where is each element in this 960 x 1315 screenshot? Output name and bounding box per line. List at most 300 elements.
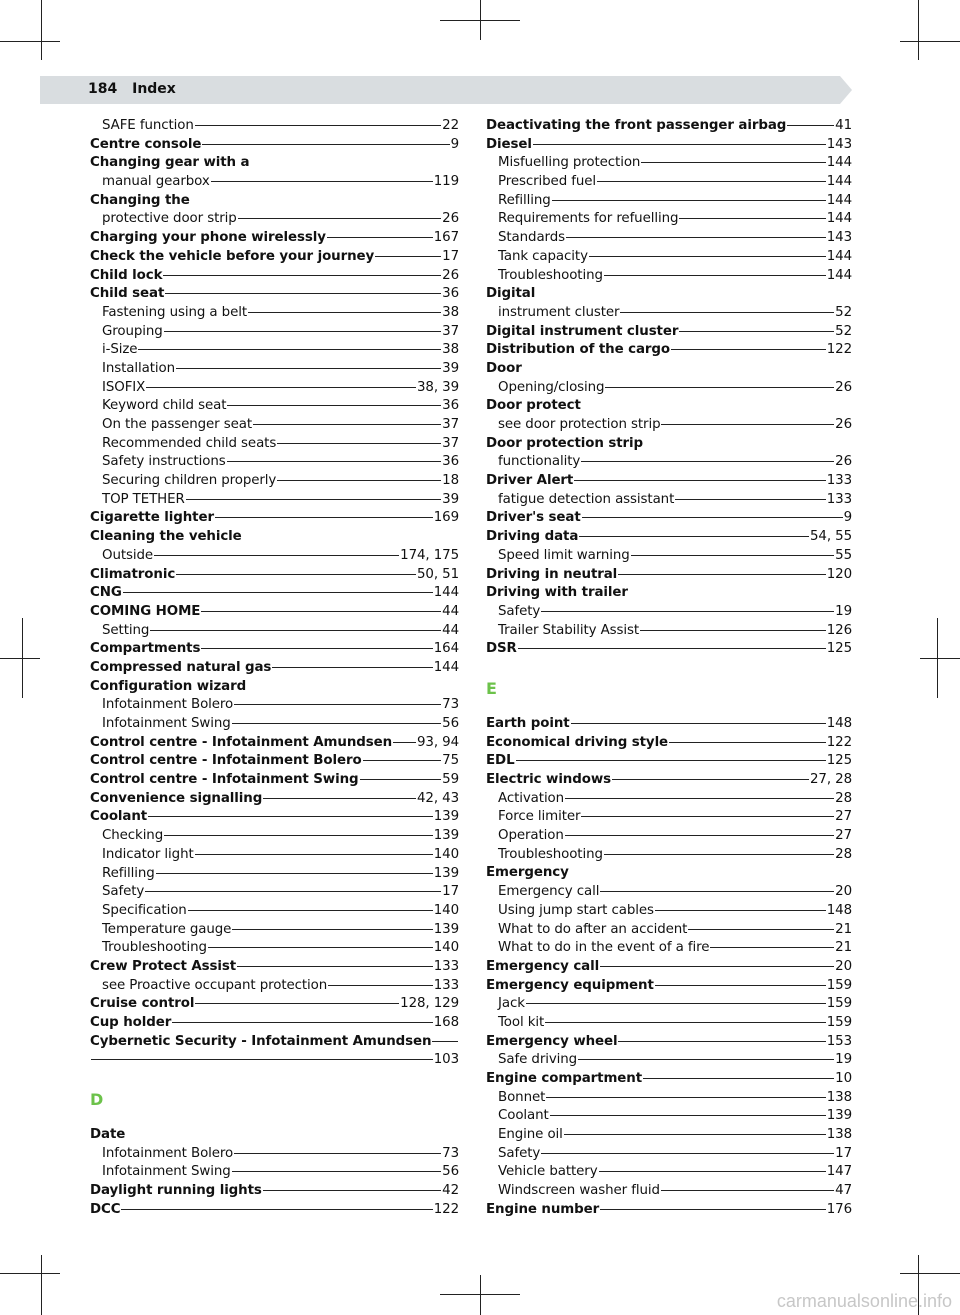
entry-term: Standards xyxy=(498,230,565,246)
leader-line xyxy=(195,854,433,855)
index-entry xyxy=(486,977,852,996)
index-entry xyxy=(486,771,852,790)
entry-term: Activation xyxy=(498,790,565,806)
entry-term: Climatronic xyxy=(90,566,176,582)
leader-line xyxy=(237,966,433,967)
entry-term: Convenience signalling xyxy=(90,790,263,806)
leader-line xyxy=(574,480,826,481)
entry-term: fatigue detection assistant xyxy=(498,491,675,507)
entry-term: What to do in the event of a fire xyxy=(498,940,710,956)
page-reference: 10 xyxy=(835,1071,852,1086)
page-reference: 20 xyxy=(835,884,852,900)
page-reference: 17 xyxy=(835,1145,852,1161)
crop-mark xyxy=(0,41,60,42)
page-reference: 26 xyxy=(835,417,852,432)
entry-term: Coolant xyxy=(498,1108,549,1124)
index-entry xyxy=(486,341,852,360)
leader-line xyxy=(640,630,826,631)
leader-line xyxy=(605,387,834,388)
page-reference: 73 xyxy=(442,697,459,713)
index-entry xyxy=(90,1033,459,1052)
leader-line xyxy=(565,798,834,799)
entry-term: Compartments xyxy=(90,641,201,657)
page-reference: 139 xyxy=(433,921,459,937)
index-entry xyxy=(90,1201,459,1220)
entry-term: Infotainment Bolero xyxy=(102,1145,234,1161)
index-subentry xyxy=(90,883,459,902)
index-entry xyxy=(90,566,459,585)
index-subentry xyxy=(486,173,852,192)
index-subentry xyxy=(486,1145,852,1164)
leader-line xyxy=(232,723,442,724)
leader-line xyxy=(600,891,834,892)
index-subentry xyxy=(90,341,459,360)
entry-term: Control centre - Infotainment Bolero xyxy=(90,753,362,769)
page-reference: 19 xyxy=(835,1052,852,1068)
index-entry xyxy=(486,360,852,379)
index-subentry xyxy=(90,1163,459,1182)
entry-term: Safety instructions xyxy=(102,454,226,470)
leader-line xyxy=(188,910,433,911)
index-entry xyxy=(90,154,459,173)
entry-term: Child seat xyxy=(90,286,165,302)
page-reference: 167 xyxy=(433,230,459,246)
index-subentry xyxy=(90,360,459,379)
index-subentry xyxy=(486,1107,852,1126)
index-entry xyxy=(486,584,852,603)
crop-mark xyxy=(41,1255,42,1315)
page-reference: 144 xyxy=(826,211,852,227)
page-reference: 133 xyxy=(433,977,459,993)
entry-term: DCC xyxy=(90,1201,121,1217)
entry-term: Safety xyxy=(498,1145,541,1161)
leader-line xyxy=(566,237,826,238)
entry-term: Driving in neutral xyxy=(486,566,618,582)
entry-term: Engine number xyxy=(486,1201,600,1217)
index-entry xyxy=(486,640,852,659)
index-entry xyxy=(486,734,852,753)
index-entry xyxy=(486,323,852,342)
leader-line xyxy=(641,162,825,163)
page-reference: 44 xyxy=(442,622,459,638)
index-column-right xyxy=(486,117,852,1220)
index-subentry xyxy=(90,453,459,472)
page-reference: 9 xyxy=(450,136,459,152)
leader-line xyxy=(581,461,834,462)
page-reference: 17 xyxy=(442,884,459,900)
entry-term: SAFE function xyxy=(102,118,194,133)
index-subentry xyxy=(90,210,459,229)
index-subentry xyxy=(486,1182,852,1201)
entry-term: Changing the xyxy=(90,192,190,208)
page-reference: 26 xyxy=(835,379,852,395)
entry-term: Tank capacity xyxy=(498,248,588,264)
page-reference: 144 xyxy=(826,267,852,283)
entry-term: Coolant xyxy=(90,809,148,825)
entry-term: instrument cluster xyxy=(498,304,620,320)
page-reference: 26 xyxy=(442,211,459,227)
page-reference: 159 xyxy=(826,1014,852,1030)
page-reference: 21 xyxy=(835,940,852,956)
leader-line xyxy=(669,742,826,743)
leader-line xyxy=(234,1153,441,1154)
page-reference: 44 xyxy=(442,603,459,619)
entry-term: CNG xyxy=(90,585,122,601)
entry-term: Crew Protect Assist xyxy=(90,958,237,974)
page-reference: 54, 55 xyxy=(810,529,852,545)
page-reference: 26 xyxy=(442,267,459,283)
entry-term: Engine compartment xyxy=(486,1071,643,1086)
leader-line xyxy=(393,742,416,743)
entry-term: Driver Alert xyxy=(486,473,574,489)
entry-term: Infotainment Swing xyxy=(102,1164,231,1180)
page-reference: 21 xyxy=(835,921,852,937)
entry-term: Grouping xyxy=(102,323,163,339)
leader-line xyxy=(360,779,442,780)
leader-line xyxy=(375,256,441,257)
page-reference: 138 xyxy=(826,1127,852,1143)
page-reference: 144 xyxy=(826,174,852,190)
leader-line xyxy=(432,1041,458,1042)
entry-term: Bonnet xyxy=(498,1089,546,1105)
watermark: carmanualsonline.info xyxy=(776,1291,952,1311)
page-reference: 120 xyxy=(826,566,852,582)
entry-term: Emergency equipment xyxy=(486,977,654,993)
page-number: 184 xyxy=(88,81,118,97)
leader-line xyxy=(541,611,834,612)
leader-line xyxy=(138,349,441,350)
page-reference: 27 xyxy=(835,828,852,844)
entry-term: Troubleshooting xyxy=(102,940,207,956)
index-subentry xyxy=(90,379,459,398)
entry-term: Infotainment Swing xyxy=(102,716,231,731)
entry-term: What to do after an accident xyxy=(498,921,688,937)
entry-term: Distribution of the cargo xyxy=(486,342,671,358)
entry-term: Troubleshooting xyxy=(498,846,603,862)
index-subentry xyxy=(90,416,459,435)
index-entry xyxy=(90,678,459,697)
index-entry xyxy=(90,603,459,622)
entry-term: Tool kit xyxy=(498,1014,545,1030)
leader-line xyxy=(710,947,834,948)
index-entry xyxy=(486,958,852,977)
index-subentry xyxy=(486,790,852,809)
entry-term: Driving data xyxy=(486,529,579,545)
page-reference: 148 xyxy=(826,902,852,918)
leader-line xyxy=(123,592,433,593)
index-entry xyxy=(90,1126,459,1145)
leader-line xyxy=(631,555,834,556)
entry-term: Prescribed fuel xyxy=(498,174,597,190)
entry-term: Centre console xyxy=(90,136,202,152)
index-entry xyxy=(90,1051,459,1070)
entry-term: Troubleshooting xyxy=(498,267,603,283)
leader-line xyxy=(550,1115,826,1116)
index-subentry xyxy=(486,453,852,472)
leader-line xyxy=(202,144,449,145)
page-reference: 139 xyxy=(433,865,459,881)
section-letter: E xyxy=(486,678,497,698)
index-entry xyxy=(90,808,459,827)
leader-line xyxy=(277,480,441,481)
page-reference: 17 xyxy=(442,248,459,264)
page-reference: 122 xyxy=(433,1201,459,1217)
page-reference: 122 xyxy=(826,342,852,358)
page-reference: 18 xyxy=(442,473,459,489)
index-entry xyxy=(90,267,459,286)
page-reference: 9 xyxy=(843,510,852,526)
crop-mark xyxy=(41,0,42,60)
page-reference: 26 xyxy=(835,454,852,470)
index-subentry xyxy=(486,921,852,940)
leader-line xyxy=(154,555,399,556)
index-entry xyxy=(486,285,852,304)
leader-line xyxy=(156,873,433,874)
entry-term: Digital instrument cluster xyxy=(486,323,679,339)
page-reference: 126 xyxy=(826,622,852,638)
entry-term: i-Size xyxy=(102,342,138,358)
leader-line xyxy=(121,1209,432,1210)
entry-term: Indicator light xyxy=(102,846,194,862)
entry-term: Configuration wizard xyxy=(90,678,247,694)
entry-term: Trailer Stability Assist xyxy=(498,622,640,638)
entry-term: Diesel xyxy=(486,136,532,152)
index-subentry xyxy=(486,229,852,248)
index-subentry xyxy=(486,603,852,622)
entry-term: see door protection strip xyxy=(498,417,661,432)
entry-term: Check the vehicle before your journey xyxy=(90,248,375,264)
page-reference: 125 xyxy=(826,641,852,657)
page-reference: 140 xyxy=(433,846,459,862)
leader-line xyxy=(533,144,826,145)
index-subentry xyxy=(90,696,459,715)
index-entry xyxy=(486,528,852,547)
page-reference: 174, 175 xyxy=(400,547,459,563)
entry-term: Force limiter xyxy=(498,809,581,825)
page-reference: 20 xyxy=(835,958,852,974)
leader-line xyxy=(150,630,441,631)
leader-line xyxy=(232,1171,442,1172)
entry-term: Date xyxy=(90,1127,126,1143)
entry-term: Earth point xyxy=(486,715,570,731)
entry-term: Door xyxy=(486,360,522,376)
leader-line xyxy=(545,1022,826,1023)
leader-line xyxy=(600,966,834,967)
page-reference: 56 xyxy=(442,716,459,731)
page-reference: 125 xyxy=(826,753,852,769)
entry-term: On the passenger seat xyxy=(102,417,252,432)
entry-term: Specification xyxy=(102,902,187,918)
page-reference: 159 xyxy=(826,977,852,993)
crop-mark xyxy=(0,1273,60,1274)
index-entry xyxy=(90,1182,459,1201)
index-entry xyxy=(90,958,459,977)
page-reference: 47 xyxy=(835,1183,852,1199)
index-subentry xyxy=(90,977,459,996)
entry-term: Outside xyxy=(102,547,154,563)
index-subentry xyxy=(486,192,852,211)
index-subentry xyxy=(90,435,459,454)
leader-line xyxy=(232,929,432,930)
entry-term: Keyword child seat xyxy=(102,398,227,414)
entry-term: Compressed natural gas xyxy=(90,659,272,675)
index-entry xyxy=(486,1070,852,1089)
leader-line xyxy=(612,779,809,780)
page-reference: 103 xyxy=(433,1052,459,1068)
page-reference: 133 xyxy=(826,491,852,507)
entry-term: Cybernetic Security - Infotainment Amundsen xyxy=(90,1033,432,1049)
page-reference: 42 xyxy=(442,1183,459,1199)
leader-line xyxy=(643,1078,834,1079)
index-section xyxy=(90,1070,459,1126)
entry-term: Requirements for refuelling xyxy=(498,211,679,227)
index-subentry xyxy=(90,1145,459,1164)
leader-line xyxy=(176,368,441,369)
entry-term: Using jump start cables xyxy=(498,902,654,918)
entry-term: Digital xyxy=(486,286,536,302)
leader-line xyxy=(604,854,834,855)
page-reference: 19 xyxy=(835,603,852,619)
page-reference: 73 xyxy=(442,1145,459,1161)
index-subentry xyxy=(486,304,852,323)
leader-line xyxy=(571,723,826,724)
leader-line xyxy=(679,331,834,332)
page-reference: 176 xyxy=(826,1201,852,1217)
entry-term: functionality xyxy=(498,454,581,470)
entry-term: see Proactive occupant protection xyxy=(102,977,328,993)
index-subentry xyxy=(90,472,459,491)
entry-term: Jack xyxy=(498,996,525,1012)
index-subentry xyxy=(486,622,852,641)
leader-line xyxy=(618,574,826,575)
crop-mark xyxy=(918,0,919,60)
entry-term: Refilling xyxy=(102,865,155,881)
page-title: Index xyxy=(132,81,176,97)
entry-term: Windscreen washer fluid xyxy=(498,1183,660,1199)
page-header-arrow xyxy=(840,76,852,104)
leader-line xyxy=(541,1153,834,1154)
index-entry xyxy=(90,771,459,790)
leader-line xyxy=(195,1003,399,1004)
index-entry xyxy=(90,790,459,809)
entry-term: Safety xyxy=(498,603,541,619)
leader-line xyxy=(211,181,433,182)
entry-term: Electric windows xyxy=(486,772,611,787)
leader-line xyxy=(263,1190,441,1191)
leader-line xyxy=(176,574,416,575)
entry-term: Emergency call xyxy=(486,958,600,974)
leader-line xyxy=(253,424,441,425)
entry-term: Installation xyxy=(102,360,175,376)
leader-line xyxy=(675,499,826,500)
index-column-left xyxy=(90,117,459,1220)
index-entry xyxy=(90,640,459,659)
page-reference: 36 xyxy=(442,398,459,414)
leader-line xyxy=(227,405,441,406)
index-subentry xyxy=(486,248,852,267)
page-reference: 39 xyxy=(442,491,459,507)
index-subentry xyxy=(486,416,852,435)
entry-term: Temperature gauge xyxy=(102,921,232,937)
leader-line xyxy=(234,704,441,705)
page-reference: 52 xyxy=(835,323,852,339)
page-reference: 52 xyxy=(835,304,852,320)
entry-term: Emergency wheel xyxy=(486,1033,618,1049)
entry-term: Driving with trailer xyxy=(486,585,628,601)
index-subentry xyxy=(486,995,852,1014)
leader-line xyxy=(328,985,433,986)
leader-line xyxy=(263,798,416,799)
leader-line xyxy=(618,1041,825,1042)
index-subentry xyxy=(486,379,852,398)
index-entry xyxy=(486,715,852,734)
leader-line xyxy=(272,667,432,668)
entry-term: Recommended child seats xyxy=(102,435,277,451)
index-entry xyxy=(486,136,852,155)
index-subentry xyxy=(90,715,459,734)
leader-line xyxy=(208,947,433,948)
index-subentry xyxy=(486,1163,852,1182)
page-reference: 144 xyxy=(826,192,852,208)
leader-line xyxy=(186,499,441,500)
entry-term: Misfuelling protection xyxy=(498,155,641,171)
entry-term: EDL xyxy=(486,753,515,769)
page-reference: 42, 43 xyxy=(417,790,459,806)
leader-line xyxy=(227,461,442,462)
index-subentry xyxy=(90,173,459,192)
entry-term: Speed limit warning xyxy=(498,547,630,563)
index-entry xyxy=(486,117,852,136)
entry-term: Door protection strip xyxy=(486,435,644,451)
leader-line xyxy=(597,181,826,182)
page-reference: 36 xyxy=(442,454,459,470)
leader-line xyxy=(671,349,826,350)
page-reference: 41 xyxy=(835,118,852,133)
index-entry xyxy=(90,752,459,771)
index-subentry xyxy=(90,902,459,921)
leader-line xyxy=(145,891,441,892)
entry-term: Charging your phone wirelessly xyxy=(90,230,326,246)
page-reference: 37 xyxy=(442,417,459,432)
entry-term: Cleaning the vehicle xyxy=(90,529,242,545)
index-entry xyxy=(90,509,459,528)
leader-line xyxy=(661,1190,834,1191)
leader-line xyxy=(661,424,834,425)
entry-term: ISOFIX xyxy=(102,379,146,395)
index-entry xyxy=(90,995,459,1014)
entry-term: Engine oil xyxy=(498,1127,563,1143)
entry-term: Cup holder xyxy=(90,1015,172,1030)
leader-line xyxy=(620,312,834,313)
index-subentry xyxy=(486,1051,852,1070)
entry-term: Economical driving style xyxy=(486,734,669,750)
entry-term: COMING HOME xyxy=(90,603,201,619)
entry-term: Setting xyxy=(102,622,150,638)
entry-term: Emergency xyxy=(486,865,569,881)
page-reference: 138 xyxy=(826,1089,852,1105)
crop-mark xyxy=(920,658,960,659)
index-subentry xyxy=(90,117,459,136)
index-subentry xyxy=(90,547,459,566)
leader-line xyxy=(565,835,834,836)
index-subentry xyxy=(90,622,459,641)
page-reference: 139 xyxy=(826,1108,852,1124)
page-header xyxy=(88,81,176,97)
page-reference: 144 xyxy=(826,155,852,171)
page-reference: 39 xyxy=(442,360,459,376)
page-reference: 140 xyxy=(433,940,459,956)
index-subentry xyxy=(90,397,459,416)
